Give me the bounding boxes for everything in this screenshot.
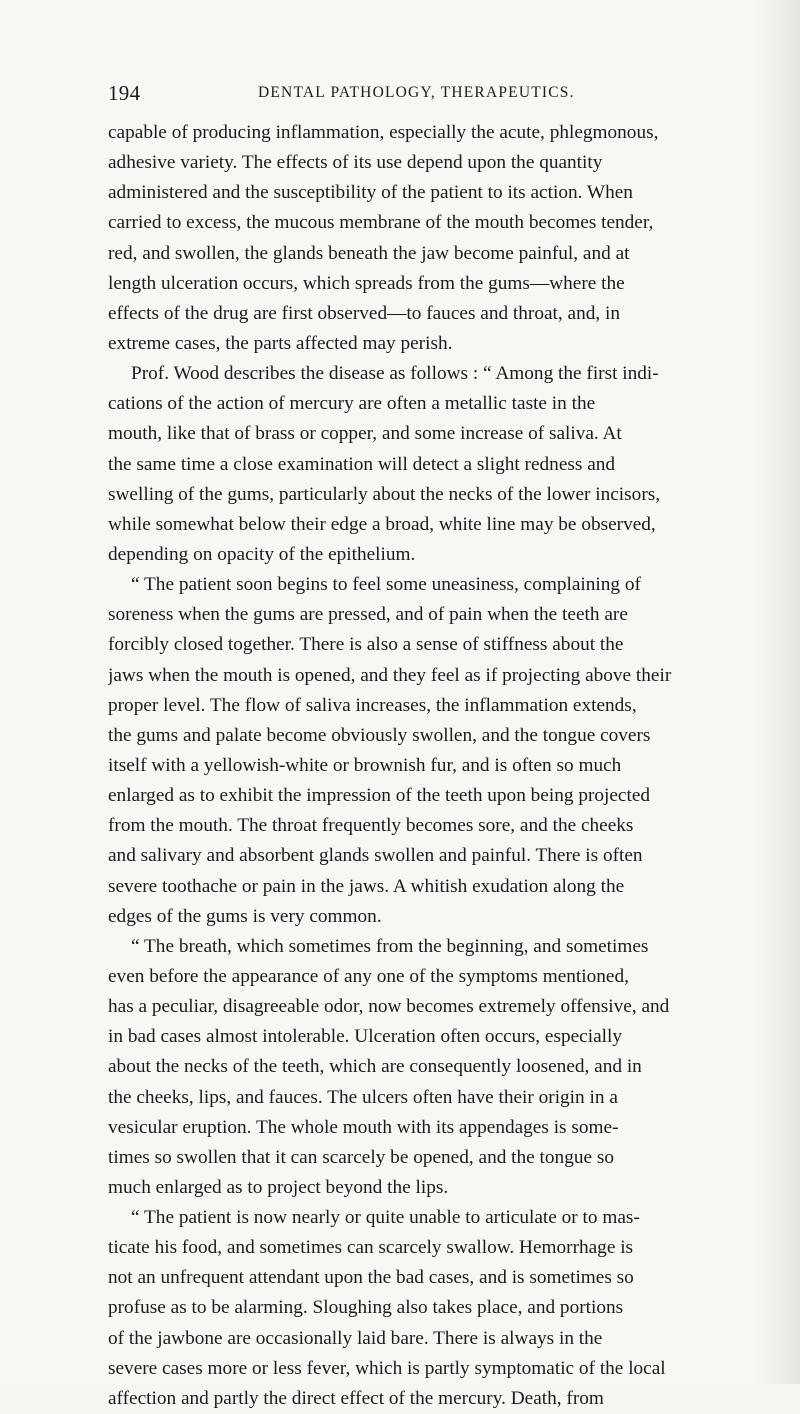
- text-line: even before the appearance of any one of the symptoms mentioned,: [108, 965, 629, 987]
- text-line: adhesive variety. The effects of its use depend upon the quantity: [108, 152, 603, 174]
- text-line: much enlarged as to project beyond the lips.: [108, 1176, 449, 1198]
- text-line: enlarged as to exhibit the impression of the teeth upon being projected: [108, 785, 651, 807]
- text-line: capable of producing inflammation, especially the acute, phlegmonous,: [108, 122, 659, 143]
- text-line: severe cases more or less fever, which is partly symptomatic of the local: [108, 1357, 666, 1379]
- text-line: jaws when the mouth is opened, and they feel as if projecting above their: [108, 664, 672, 686]
- body-text: [108, 118, 784, 1414]
- text-line: length ulceration occurs, which spreads from the gums—where the: [108, 272, 625, 294]
- text-line: cations of the action of mercury are often a metallic taste in the: [108, 393, 596, 415]
- text-line: vesicular eruption. The whole mouth with its appendages is some-: [108, 1116, 619, 1138]
- text-line: mouth, like that of brass or copper, and some increase of saliva. At: [108, 423, 622, 445]
- text-line: itself with a yellowish-white or brownish fur, and is often so much: [108, 754, 622, 776]
- text-line: swelling of the gums, particularly about the necks of the lower incisors,: [108, 483, 661, 505]
- text-line: of the jawbone are occasionally laid bare. There is always in the: [108, 1327, 603, 1349]
- text-line: not an unfrequent attendant upon the bad cases, and is sometimes so: [108, 1267, 634, 1289]
- text-line: and salivary and absorbent glands swollen and painful. There is often: [108, 845, 643, 867]
- text-line: Prof. Wood describes the disease as follows : “ Among the first indi-: [131, 363, 659, 385]
- text-line: extreme cases, the parts affected may perish.: [108, 332, 453, 354]
- text-line: effects of the drug are first observed—to fauces and throat, and, in: [108, 302, 621, 324]
- text-line: while somewhat below their edge a broad, white line may be observed,: [108, 513, 656, 535]
- text-line: from the mouth. The throat frequently becomes sore, and the cheeks: [108, 815, 634, 837]
- text-line: the cheeks, lips, and fauces. The ulcers often have their origin in a: [108, 1086, 618, 1108]
- text-line: forcibly closed together. There is also a sense of stiffness about the: [108, 634, 624, 656]
- text-line: depending on opacity of the epithelium.: [108, 543, 416, 565]
- text-line: profuse as to be alarming. Sloughing also takes place, and portions: [108, 1297, 624, 1319]
- text-line: the gums and palate become obviously swollen, and the tongue covers: [108, 724, 651, 746]
- text-line: administered and the susceptibility of the patient to its action. When: [108, 182, 633, 204]
- page-number: 194: [108, 81, 141, 105]
- text-line: times so swollen that it can scarcely be opened, and the tongue so: [108, 1146, 614, 1168]
- text-line: “ The patient is now nearly or quite unable to articulate or to mas-: [131, 1207, 640, 1229]
- text-line: has a peculiar, disagreeable odor, now becomes extremely offensive, and: [108, 996, 670, 1018]
- text-line: the same time a close examination will detect a slight redness and: [108, 453, 616, 475]
- running-title: DENTAL PATHOLOGY, THERAPEUTICS.: [258, 84, 575, 101]
- text-line: red, and swollen, the glands beneath the jaw become painful, and at: [108, 242, 630, 264]
- text-line: in bad cases almost intolerable. Ulceration often occurs, especially: [108, 1026, 622, 1048]
- text-line: “ The patient soon begins to feel some uneasiness, complaining of: [131, 574, 641, 596]
- text-line: severe toothache or pain in the jaws. A whitish exudation along the: [108, 875, 625, 897]
- text-line: “ The breath, which sometimes from the beginning, and sometimes: [131, 935, 649, 957]
- text-line: proper level. The flow of saliva increases, the inflammation extends,: [108, 694, 637, 716]
- text-line: about the necks of the teeth, which are consequently loosened, and in: [108, 1056, 642, 1078]
- text-line: soreness when the gums are pressed, and of pain when the teeth are: [108, 604, 628, 626]
- page-header: [108, 80, 680, 106]
- text-line: affection and partly the direct effect of the mercury. Death, from: [108, 1387, 604, 1409]
- text-line: ticate his food, and sometimes can scarcely swallow. Hemorrhage is: [108, 1237, 634, 1259]
- text-line: carried to excess, the mucous membrane of the mouth becomes tender,: [108, 212, 654, 234]
- text-line: edges of the gums is very common.: [108, 905, 382, 927]
